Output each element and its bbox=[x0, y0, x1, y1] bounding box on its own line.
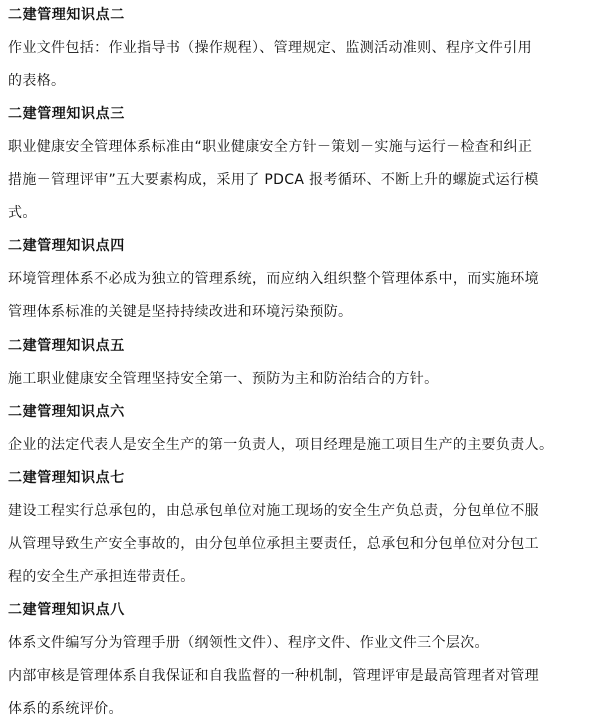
paragraph-line: 企业的法定代表人是安全生产的第一负责人，项目经理是施工项目生产的主要负责人。 bbox=[8, 437, 554, 453]
paragraph-line: 施工职业健康安全管理坚持安全第一、预防为主和防治结合的方针。 bbox=[8, 371, 439, 387]
paragraph-line: 体系的系统评价。 bbox=[8, 701, 123, 717]
paragraph-line: 环境管理体系不必成为独立的管理系统，而应纳入组织整个管理体系中，而实施环境 bbox=[8, 271, 539, 287]
paragraph-line: 建设工程实行总承包的，由总承包单位对施工现场的安全生产负总责，分包单位不服 bbox=[8, 503, 539, 519]
section-heading: 二建管理知识点六 bbox=[8, 404, 125, 420]
paragraph-line: 体系文件编写分为管理手册（纲领性文件）、程序文件、作业文件三个层次。 bbox=[8, 635, 489, 651]
section-heading: 二建管理知识点三 bbox=[8, 106, 125, 122]
section-heading: 二建管理知识点八 bbox=[8, 602, 125, 618]
paragraph-line: 职业健康安全管理体系标准由“职业健康安全方针－策划－实施与运行－检查和纠正 bbox=[8, 139, 533, 155]
paragraph-line: 式。 bbox=[8, 205, 37, 221]
section-heading: 二建管理知识点七 bbox=[8, 470, 125, 486]
paragraph-line: 从管理导致生产安全事故的，由分包单位承担主要责任，总承包和分包单位对分包工 bbox=[8, 536, 539, 552]
paragraph-line: 措施－管理评审”五大要素构成，采用了 PDCA 报考循环、不断上升的螺旋式运行模 bbox=[8, 172, 539, 188]
paragraph-line: 内部审核是管理体系自我保证和自我监督的一种机制，管理评审是最高管理者对管理 bbox=[8, 668, 539, 684]
paragraph-line: 管理体系标准的关键是坚持持续改进和环境污染预防。 bbox=[8, 304, 353, 320]
section-heading: 二建管理知识点二 bbox=[8, 7, 125, 23]
section-heading: 二建管理知识点四 bbox=[8, 238, 125, 254]
paragraph-line: 的表格。 bbox=[8, 73, 66, 89]
paragraph-line: 程的安全生产承担连带责任。 bbox=[8, 569, 195, 585]
paragraph-line: 作业文件包括：作业指导书（操作规程）、管理规定、监测活动准则、程序文件引用 bbox=[8, 40, 532, 56]
section-heading: 二建管理知识点五 bbox=[8, 338, 125, 354]
